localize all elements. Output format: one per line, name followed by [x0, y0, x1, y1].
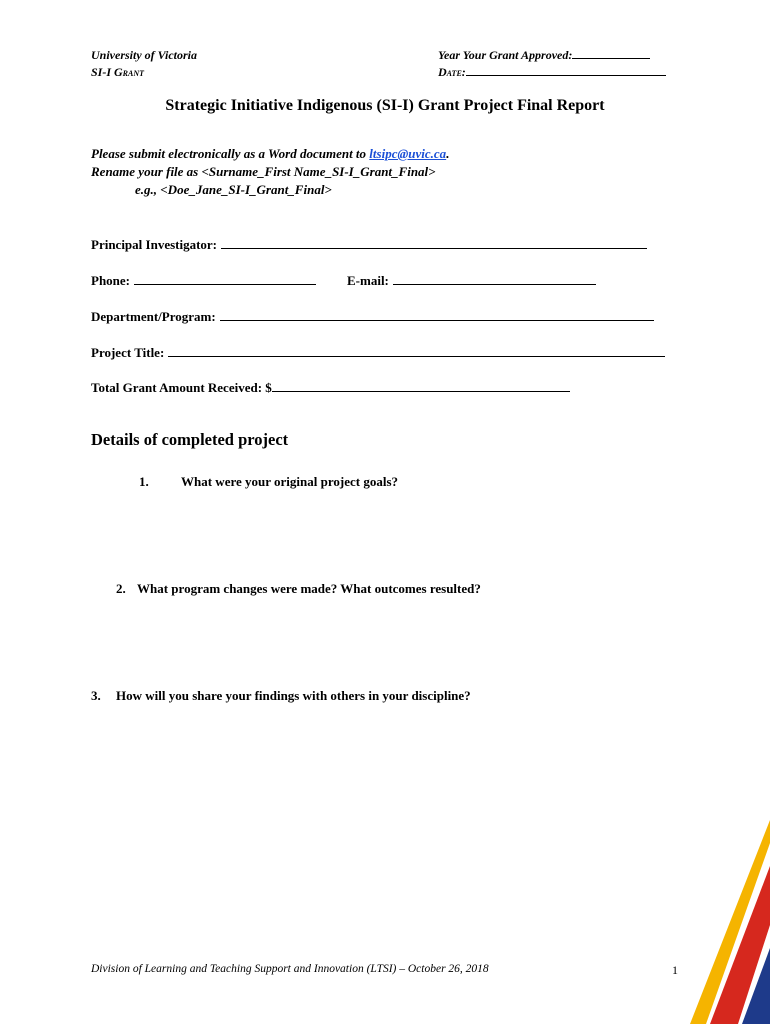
section-heading: Details of completed project	[91, 430, 289, 449]
email-link[interactable]: ltsipc@uvic.ca	[369, 146, 447, 161]
grant-amount-label: Total Grant Amount Received: $	[91, 380, 272, 395]
page-number: 1	[672, 963, 678, 977]
page-title: Strategic Initiative Indigenous (SI-I) Grant Project Final Report	[165, 97, 605, 114]
instructions-suffix: .	[446, 146, 450, 161]
phone-label: Phone:	[91, 273, 130, 288]
principal-investigator-label: Principal Investigator:	[91, 237, 218, 252]
university-name: University of Victoria	[91, 48, 197, 62]
instructions-prefix: Please submit electronically as a Word document to	[91, 146, 370, 161]
date-label: Date:	[438, 65, 466, 79]
question-number: 2.	[116, 581, 126, 596]
email-label: E-mail:	[347, 273, 389, 288]
year-approved-label: Year Your Grant Approved:	[438, 48, 573, 62]
question-text: What program changes were made? What outcomes resulted?	[137, 581, 481, 596]
instructions-line-2: Rename your file as <Surname_First Name_SI-I_Grant_Final>	[91, 164, 436, 179]
project-title-label: Project Title:	[91, 345, 165, 360]
grant-type: SI-I Grant	[91, 65, 145, 79]
footer-text: Division of Learning and Teaching Support and Innovation (LTSI) – October 26, 2018	[91, 963, 489, 975]
question-number: 1.	[139, 474, 149, 489]
question-number: 3.	[91, 688, 101, 703]
department-label: Department/Program:	[91, 309, 216, 324]
question-text: How will you share your findings with others in your discipline?	[116, 688, 471, 703]
question-text: What were your original project goals?	[181, 474, 399, 489]
instructions-line-3: e.g., <Doe_Jane_SI-I_Grant_Final>	[135, 182, 332, 197]
